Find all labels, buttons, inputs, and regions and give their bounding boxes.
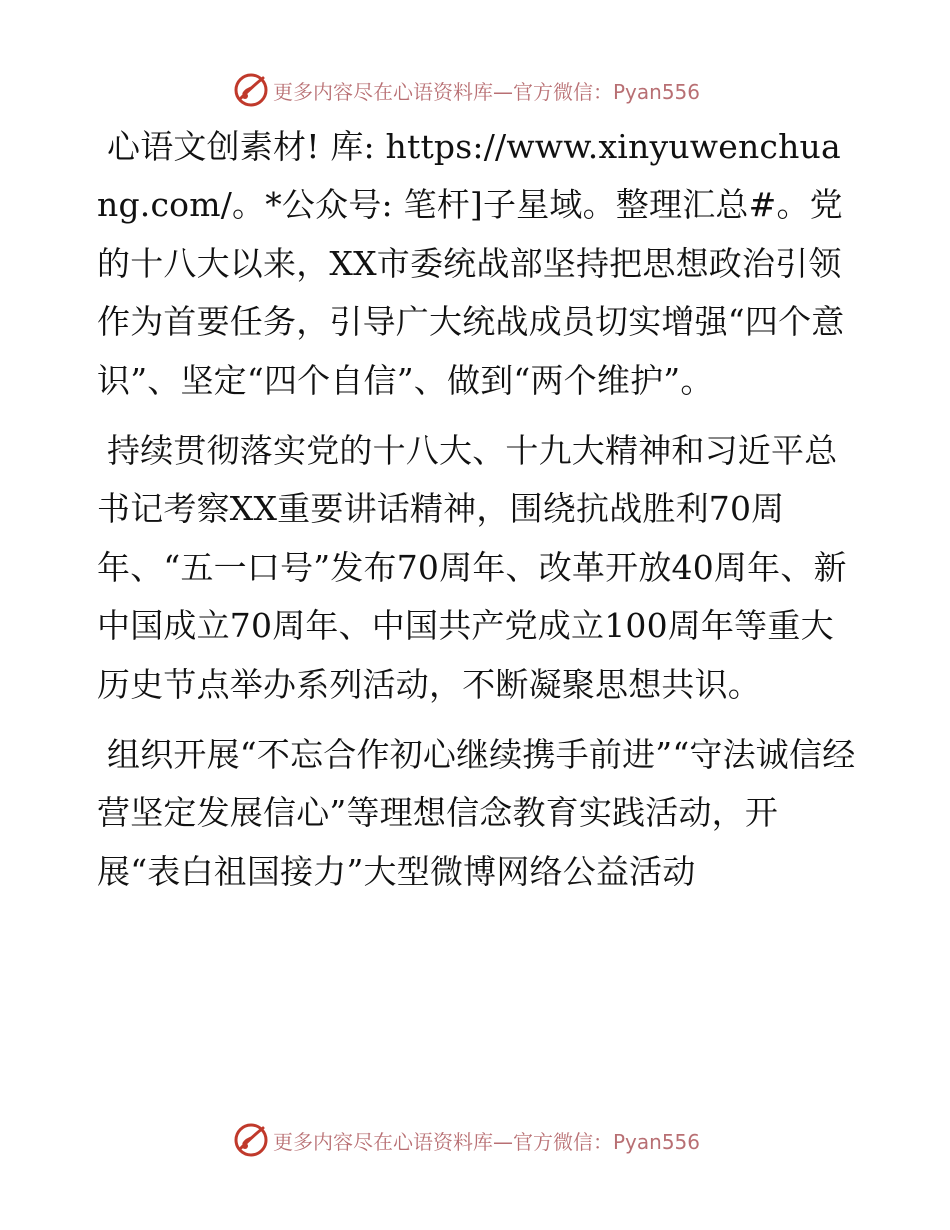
header-banner [233, 70, 700, 110]
paragraph-1: 心语文创素材! 库: https://www.xinyuwenchuang.com/。*公众号: 笔杆]子星域。整理汇总#。党的十八大以来，XX市委统战部坚持把思想政治引领作为首要任务，引导广大统战成员切实增强“四个意识”、坚定“四个自信”、做到“两个维护”。 [97, 127, 845, 400]
footer-banner [233, 1120, 700, 1160]
footer-banner-label: 更多内容尽在心语资料库—官方微信： [273, 1129, 613, 1154]
paragraph-3: 组织开展“不忘合作初心继续携手前进”“守法诚信经营坚定发展信心”等理想信念教育实践活动，开展“表白祖国接力”大型微博网络公益活动 [97, 735, 856, 891]
header-banner-text [273, 76, 700, 105]
brush-logo-icon [233, 72, 269, 108]
header-banner-label: 更多内容尽在心语资料库—官方微信： [273, 79, 613, 104]
paragraph-2: 持续贯彻落实党的十八大、十九大精神和习近平总书记考察XX重要讲话精神，围绕抗战胜利70周年、“五一口号”发布70周年、改革开放40周年、新中国成立70周年、中国共产党成立100周年等重大历史节点举办系列活动，不断凝聚思想共识。 [97, 431, 847, 704]
footer-banner-text [273, 1126, 700, 1155]
brush-logo-icon [233, 1122, 269, 1158]
footer-wechat-id: Pyan556 [613, 1129, 701, 1154]
document-body [97, 118, 857, 913]
header-wechat-id: Pyan556 [613, 79, 701, 104]
